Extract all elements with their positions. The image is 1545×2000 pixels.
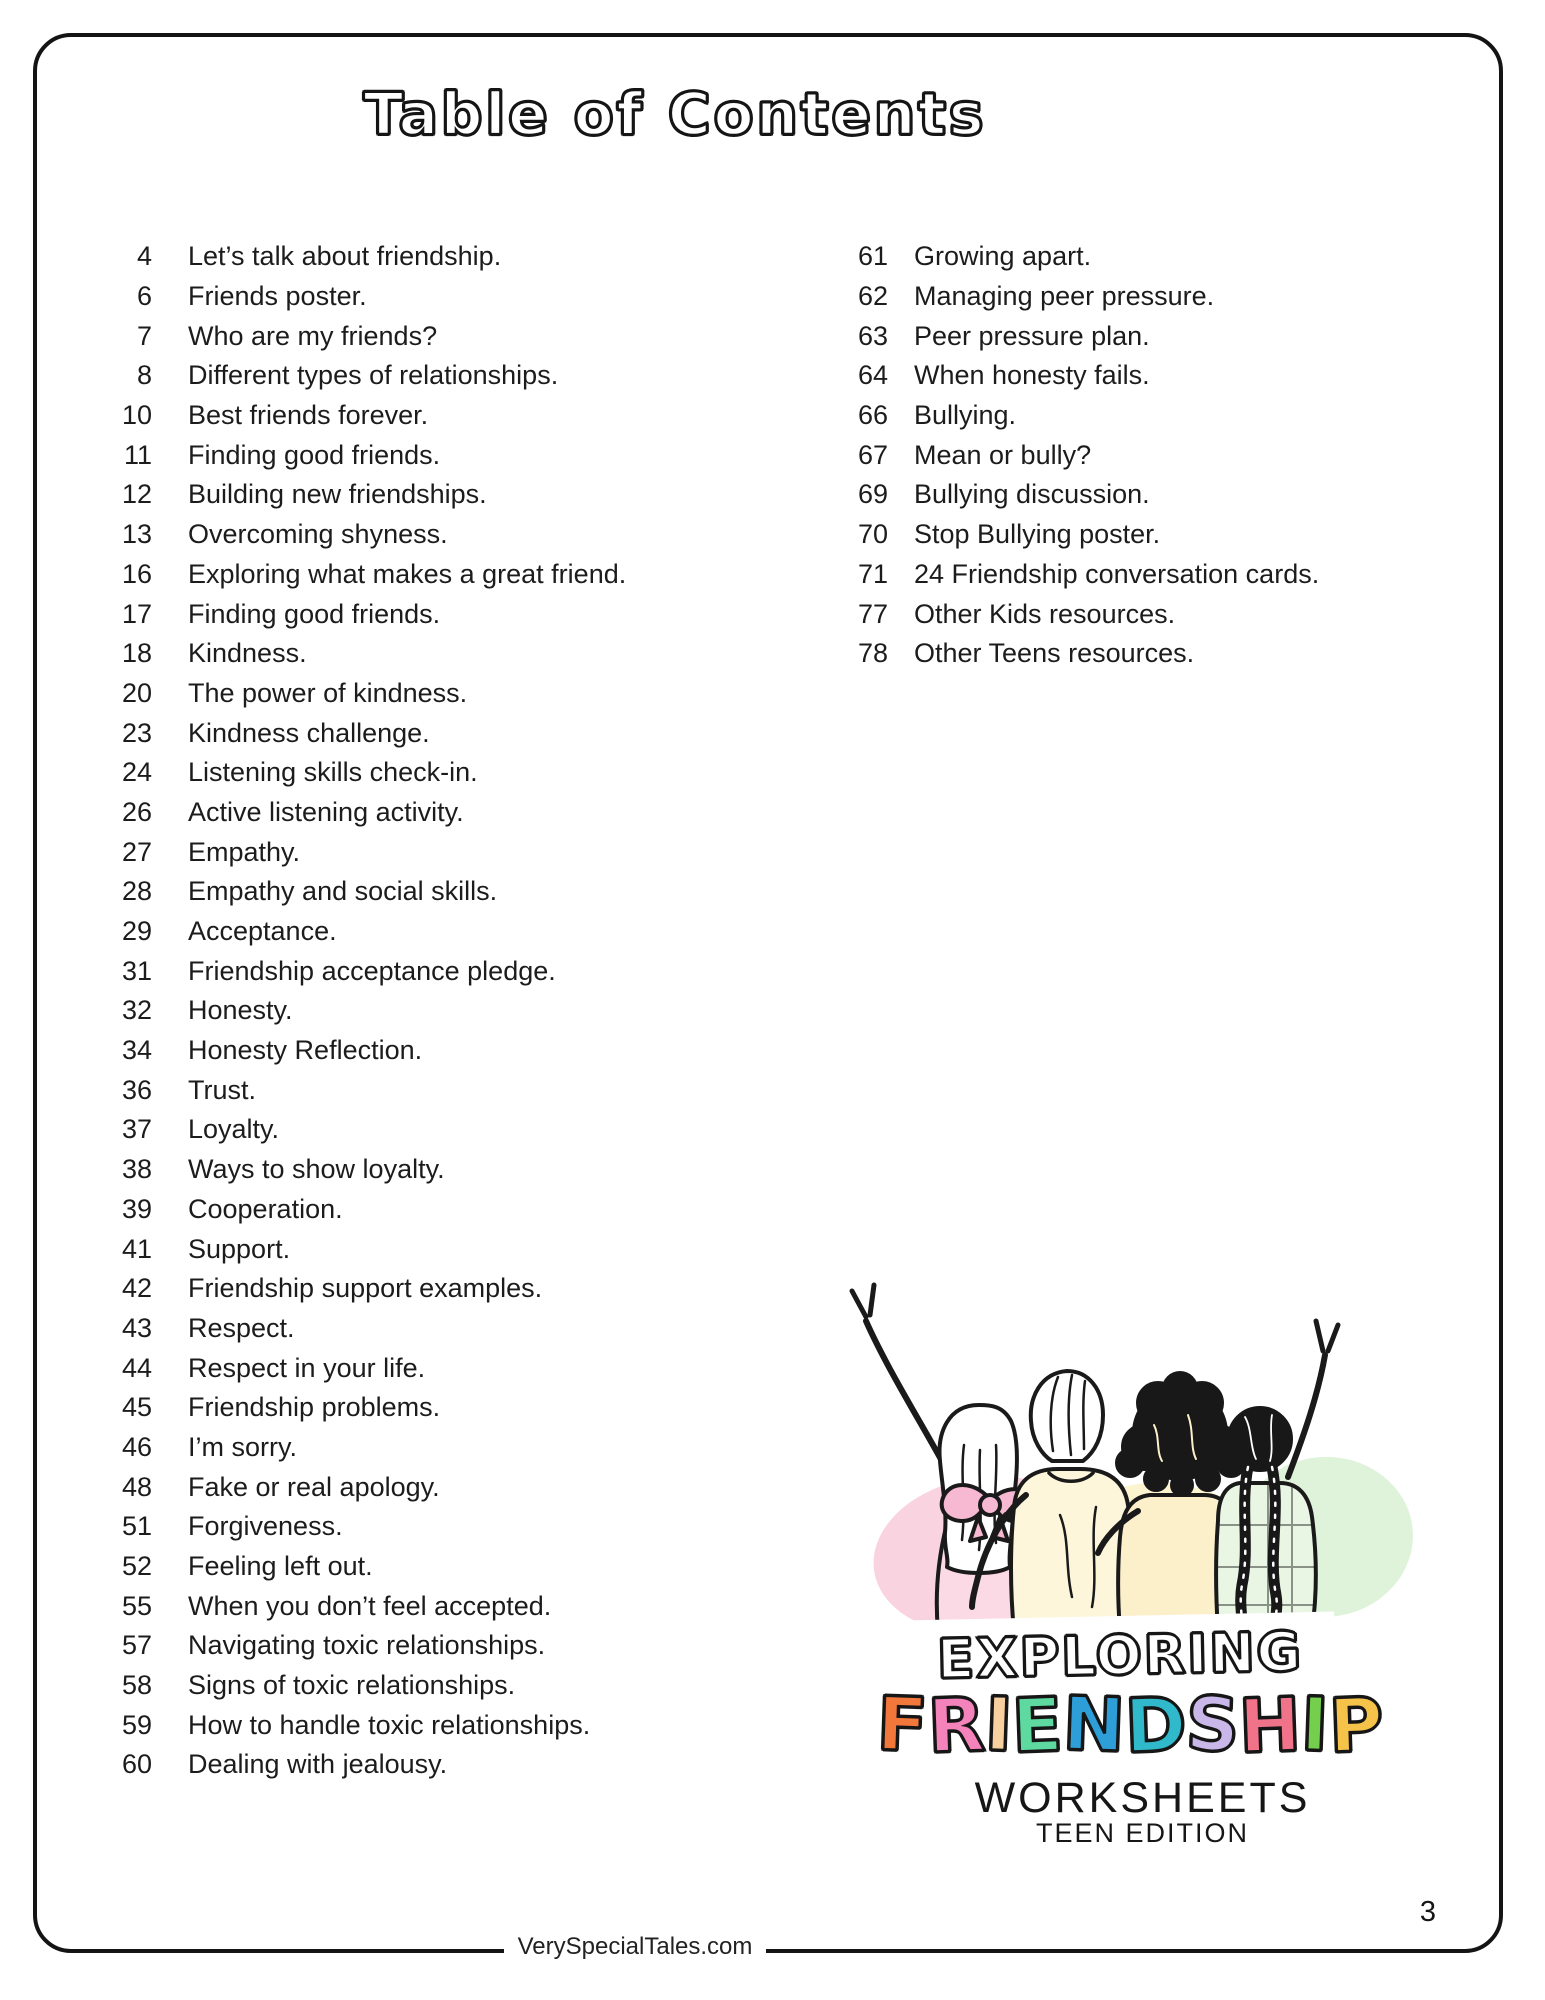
toc-entry [836,356,1319,396]
toc-entry [100,1705,626,1745]
toc-page-number: 31 [121,955,152,986]
toc-entry-title: Dealing with jealousy. [188,1749,448,1780]
toc-page-number: 38 [121,1154,152,1185]
toc-entry [836,634,1319,674]
toc-page-number: 57 [121,1630,152,1661]
toc-entry [100,475,626,515]
toc-entry-title: Growing apart. [914,241,1092,272]
toc-entry-title: I’m sorry. [188,1431,297,1462]
toc-page-number: 58 [121,1670,152,1701]
toc-page-number: 18 [121,638,152,669]
toc-entry-title: How to handle toxic relationships. [188,1709,591,1740]
toc-entry-title: Support. [188,1233,291,1264]
toc-entry-title: Finding good friends. [188,598,441,629]
toc-entry-title: Friendship acceptance pledge. [188,955,556,986]
toc-entry [100,1745,626,1785]
toc-entry-title: Empathy and social skills. [188,876,498,907]
toc-page-number: 6 [136,281,152,312]
toc-entry [100,396,626,436]
toc-page-number: 7 [136,320,152,351]
toc-page-number: 12 [121,479,152,510]
logo-letter: N [1061,1680,1127,1770]
toc-entry-title: Respect in your life. [188,1352,426,1383]
toc-page-number: 62 [857,281,888,312]
toc-page-number: 8 [136,360,152,391]
toc-page-number: 67 [857,439,888,470]
logo-letter: I [983,1681,1014,1769]
toc-entry-title: Bullying. [914,400,1017,431]
page-number: 3 [1419,1896,1437,1928]
toc-entry [100,991,626,1031]
toc-entry-title: Friendship problems. [188,1392,441,1423]
toc-entry [836,316,1319,356]
toc-entry [100,1150,626,1190]
logo-letter: D [1123,1681,1188,1771]
toc-entry [100,1507,626,1547]
toc-page-number: 41 [121,1233,152,1264]
toc-entry [100,912,626,952]
logo-letter: F [875,1681,930,1769]
toc-entry [100,832,626,872]
toc-entry-title: Respect. [188,1312,295,1343]
toc-page-number: 64 [857,360,888,391]
toc-entry [836,435,1319,475]
toc-entry-title: When honesty fails. [914,360,1150,391]
toc-page-number: 13 [121,519,152,550]
toc-entry [100,1070,626,1110]
toc-entry [836,555,1319,595]
toc-entry [100,1309,626,1349]
toc-page-number: 24 [121,757,152,788]
toc-page-number: 77 [857,598,888,629]
toc-entry-title: Finding good friends. [188,439,441,470]
toc-entry [100,237,626,277]
toc-entry-title: Friends poster. [188,281,367,312]
toc-entry [836,475,1319,515]
toc-entry [100,674,626,714]
toc-entry-title: Stop Bullying poster. [914,519,1161,550]
toc-entry [100,1428,626,1468]
toc-page-number: 78 [857,638,888,669]
toc-entry-title: Acceptance. [188,916,337,947]
toc-entry [100,1467,626,1507]
logo-letter: E [1010,1682,1065,1770]
toc-entry [100,1388,626,1428]
logo-word-friendship [860,1680,1400,1771]
toc-entry-title: Cooperation. [188,1193,343,1224]
toc-page-number: 59 [121,1709,152,1740]
toc-column-right [836,237,1319,674]
toc-entry [100,1031,626,1071]
toc-entry-title: Mean or bully? [914,439,1092,470]
toc-page-number: 45 [121,1392,152,1423]
toc-page-number: 11 [123,439,152,470]
toc-entry-title: Active listening activity. [188,796,464,827]
toc-page-number: 16 [121,558,152,589]
toc-entry [100,435,626,475]
toc-page-number: 36 [121,1074,152,1105]
toc-entry-title: Loyalty. [188,1114,280,1145]
toc-entry-title: Forgiveness. [188,1511,343,1542]
toc-page-number: 42 [121,1273,152,1304]
toc-page-number: 43 [121,1312,152,1343]
toc-page-number: 69 [857,479,888,510]
toc-page-number: 29 [121,916,152,947]
toc-page-number: 26 [121,796,152,827]
toc-page-number: 37 [121,1114,152,1145]
logo-subtitle-worksheets: WORKSHEETS [974,1774,1311,1822]
toc-page-number: 70 [857,519,888,550]
toc-page-number: 34 [121,1035,152,1066]
toc-page-number: 4 [136,241,152,272]
toc-entry-title: Fake or real apology. [188,1471,440,1502]
toc-entry-title: Let’s talk about friendship. [188,241,502,272]
toc-entry-title: Bullying discussion. [914,479,1150,510]
logo-letter: S [1184,1681,1241,1769]
toc-page-number: 61 [857,241,888,272]
toc-entry-title: Honesty. [188,995,293,1026]
toc-entry [100,1547,626,1587]
toc-entry-title: Other Kids resources. [914,598,1176,629]
toc-entry [836,515,1319,555]
toc-page-number: 39 [121,1193,152,1224]
toc-entry [100,1626,626,1666]
toc-page-number: 10 [121,400,152,431]
toc-entry-title: Empathy. [188,836,301,867]
logo-edition-label: TEEN EDITION [1035,1818,1249,1848]
toc-entry-title: Other Teens resources. [914,638,1195,669]
logo-letter: H [1237,1681,1303,1771]
toc-entry [100,713,626,753]
toc-page-number: 46 [121,1431,152,1462]
toc-entry [100,515,626,555]
toc-page-number: 44 [121,1352,152,1383]
toc-entry [100,1190,626,1230]
toc-entry [100,1229,626,1269]
footer [455,1924,815,1970]
toc-entry-title: Feeling left out. [188,1551,373,1582]
toc-page-number: 27 [121,836,152,867]
toc-page-number: 28 [121,876,152,907]
toc-entry-title: Building new friendships. [188,479,487,510]
toc-entry-title: Ways to show loyalty. [188,1154,445,1185]
logo-letter: P [1327,1682,1385,1770]
toc-entry-title: The power of kindness. [188,677,468,708]
toc-entry-title: Managing peer pressure. [914,281,1215,312]
toc-entry-title: Listening skills check-in. [188,757,478,788]
toc-entry [836,237,1319,277]
toc-entry-title: Kindness challenge. [188,717,430,748]
toc-entry-title: 24 Friendship conversation cards. [914,558,1320,589]
logo-letter: I [1299,1681,1331,1769]
toc-page-number: 63 [857,320,888,351]
toc-page-number: 60 [121,1749,152,1780]
toc-entry [836,594,1319,634]
toc-entry-title: When you don’t feel accepted. [188,1590,552,1621]
toc-page-number: 55 [121,1590,152,1621]
toc-page-number: 71 [857,558,888,589]
toc-entry-title: Peer pressure plan. [914,320,1150,351]
toc-entry [100,1269,626,1309]
toc-entry-title: Signs of toxic relationships. [188,1670,516,1701]
toc-entry-title: Navigating toxic relationships. [188,1630,546,1661]
toc-entry [100,1348,626,1388]
toc-entry [100,634,626,674]
footer-site-label: VerySpecialTales.com [504,1924,767,1970]
toc-entry-title: Different types of relationships. [188,360,559,391]
toc-entry [100,316,626,356]
toc-entry-title: Friendship support examples. [188,1273,543,1304]
toc-entry-title: Kindness. [188,638,307,669]
toc-page-number: 20 [121,677,152,708]
toc-page-number: 17 [121,598,152,629]
toc-column-left [100,237,626,1785]
toc-entry-title: Who are my friends? [188,320,438,351]
logo-line-exploring: EXPLORING [904,1612,1335,1696]
toc-page-number: 66 [857,400,888,431]
toc-entry [836,277,1319,317]
toc-entry-title: Trust. [188,1074,257,1105]
toc-entry [100,277,626,317]
toc-entry [100,793,626,833]
toc-entry [100,1666,626,1706]
toc-entry [100,951,626,991]
page-title: Table of Contents [363,80,987,148]
toc-entry [100,872,626,912]
logo-letter: R [926,1682,987,1770]
toc-entry [100,356,626,396]
toc-entry-title: Exploring what makes a great friend. [188,558,627,589]
toc-page-number: 23 [121,717,152,748]
toc-page-number: 48 [121,1471,152,1502]
toc-entry [100,753,626,793]
toc-page-number: 52 [121,1551,152,1582]
toc-entry [100,1110,626,1150]
toc-entry-title: Honesty Reflection. [188,1035,423,1066]
toc-entry [100,594,626,634]
toc-entry-title: Best friends forever. [188,400,429,431]
toc-page-number: 51 [121,1511,152,1542]
toc-entry [100,1586,626,1626]
toc-entry-title: Overcoming shyness. [188,519,448,550]
toc-page-number: 32 [121,995,152,1026]
toc-entry [836,396,1319,436]
toc-entry [100,555,626,595]
